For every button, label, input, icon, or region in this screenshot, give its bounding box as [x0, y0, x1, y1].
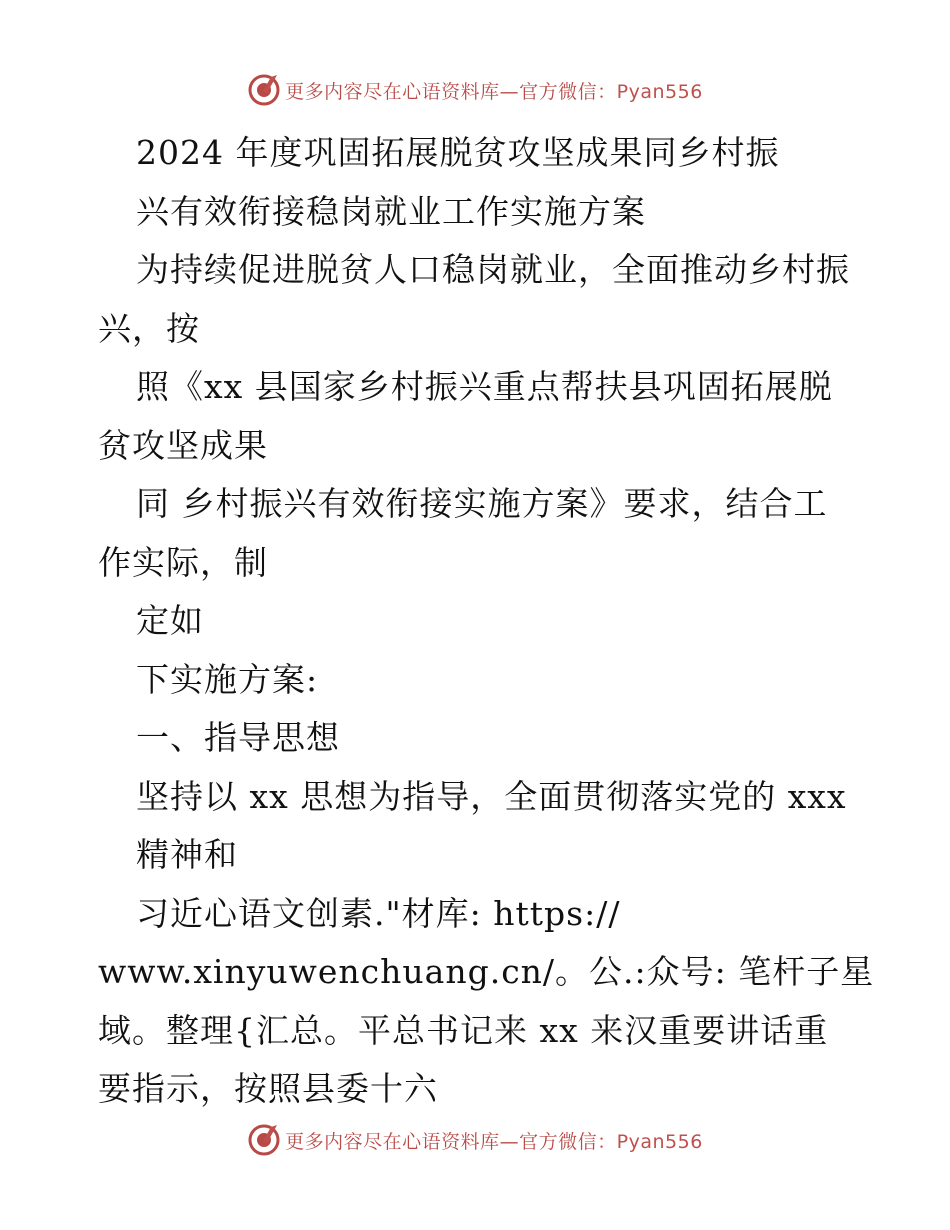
text-line: 2024 年度巩固拓展脱贫攻坚成果同乡村振	[136, 133, 780, 172]
quill-logo-icon	[247, 73, 281, 107]
text-line: 下实施方案:	[136, 659, 319, 699]
text-line: 习近心语文创素."材库: https://	[136, 893, 621, 933]
text-line: 坚持以 xx 思想为指导，全面贯彻落实党的 xxx	[136, 776, 847, 816]
text-line: 兴，按	[98, 308, 200, 348]
text-line: 域。整理{汇总。平总书记来 xx 来汉重要讲话重	[98, 1010, 829, 1050]
text-line: 要指示，按照县委十六	[98, 1069, 438, 1108]
text-line: 一、指导思想	[136, 718, 340, 757]
text-line: 精神和	[136, 835, 238, 874]
text-line: www.xinyuwenchuang.cn/。公.:众号: 笔杆子星	[98, 952, 875, 991]
quill-logo-icon	[247, 1123, 281, 1157]
text-line: 兴有效衔接稳岗就业工作实施方案	[136, 191, 646, 231]
text-line: 定如	[136, 601, 204, 640]
text-line: 作实际，制	[98, 542, 268, 582]
watermark-text: 更多内容尽在心语资料库—官方微信：Pyan556	[285, 1130, 703, 1153]
header-watermark	[0, 70, 950, 110]
text-line: 同 乡村振兴有效衔接实施方案》要求，结合工	[136, 484, 828, 523]
document-body	[98, 124, 875, 1119]
text-line: 贫攻坚成果	[98, 425, 268, 465]
text-line: 照《xx 县国家乡村振兴重点帮扶县巩固拓展脱	[136, 367, 833, 406]
text-line: 为持续促进脱贫人口稳岗就业，全面推动乡村振	[136, 250, 850, 289]
watermark-text: 更多内容尽在心语资料库—官方微信：Pyan556	[285, 80, 703, 103]
footer-watermark	[0, 1120, 950, 1160]
